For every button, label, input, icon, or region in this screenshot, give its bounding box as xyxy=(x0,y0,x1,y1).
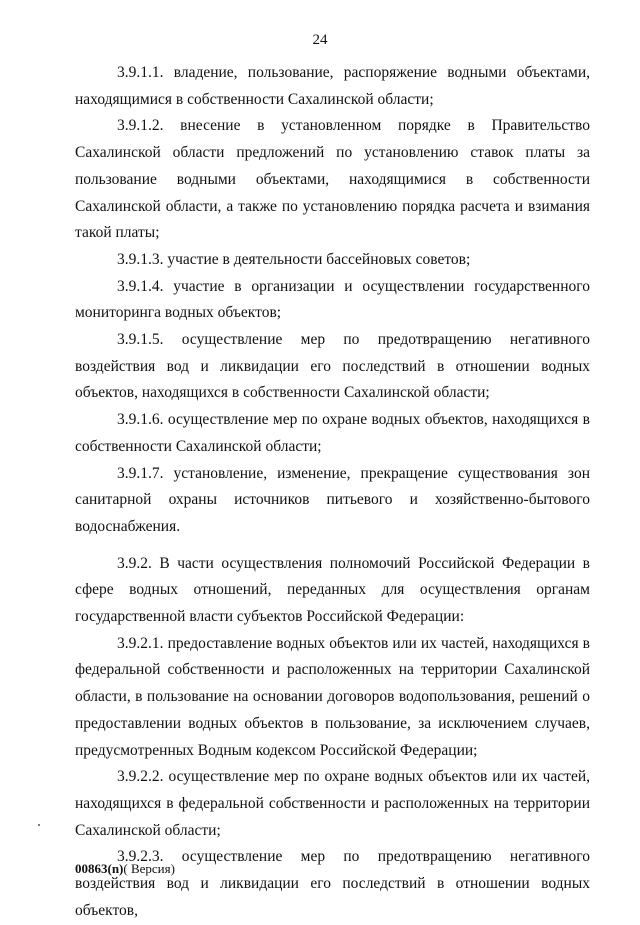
version-label: ( Версия) xyxy=(123,861,175,876)
scan-speck xyxy=(38,824,40,826)
paragraph-3-9-1-5: 3.9.1.5. осуществление мер по предотвращению негативного воздействия вод и ликвидации его последствий в отношении водных объектов, находящихся в собственности Сахалинской области; xyxy=(75,331,590,402)
paragraph-3-9-2-3: 3.9.2.3. осуществление мер по предотвращению негативного воздействия вод и ликвидации его последствий в отношении водных объектов, xyxy=(75,848,590,919)
document-code: 00863(n) xyxy=(75,861,124,876)
paragraph-3-9-2-1: 3.9.2.1. предоставление водных объектов или их частей, находящихся в федеральной собственности и расположенных на территории Сахалинской области, в пользование на основании договоров водопользования, решений о предоставлении водных объектов в пользование, за исключением случаев, предусмотренных Водным кодексом Российской Федерации; xyxy=(75,634,590,759)
paragraph-3-9-2-2: 3.9.2.2. осуществление мер по охране водных объектов или их частей, находящихся в федеральной собственности и расположенных на территории Сахалинской области; xyxy=(75,768,590,839)
paragraph-3-9-1-7: 3.9.1.7. установление, изменение, прекращение существования зон санитарной охраны источников питьевого и хозяйственно-бытового водоснабжения. xyxy=(75,464,590,535)
page-number: 24 xyxy=(312,32,328,48)
paragraph-3-9-1-2: 3.9.1.2. внесение в установленном порядке в Правительство Сахалинской области предложений по установлению ставок платы за пользование водными объектами, находящимися в собственности Сахалинской области, а также по установлению порядка расчета и взимания такой платы; xyxy=(75,117,590,242)
paragraph-3-9-1-3: 3.9.1.3. участие в деятельности бассейновых советов; xyxy=(117,250,471,268)
document-body xyxy=(75,60,590,925)
paragraph-3-9-1-1: 3.9.1.1. владение, пользование, распоряжение водными объектами, находящимися в собственности Сахалинской области; xyxy=(75,64,590,108)
paragraph-3-9-1-4: 3.9.1.4. участие в организации и осуществлении государственного мониторинга водных объектов; xyxy=(75,277,590,322)
paragraph-3-9-1-6: 3.9.1.6. осуществление мер по охране водных объектов, находящихся в собственности Сахалинской области; xyxy=(75,411,590,455)
paragraph-3-9-2: 3.9.2. В части осуществления полномочий Российской Федерации в сфере водных отношений, переданных для осуществления органам государственной власти субъектов Российской Федерации: xyxy=(75,554,590,626)
document-footer xyxy=(75,861,175,877)
